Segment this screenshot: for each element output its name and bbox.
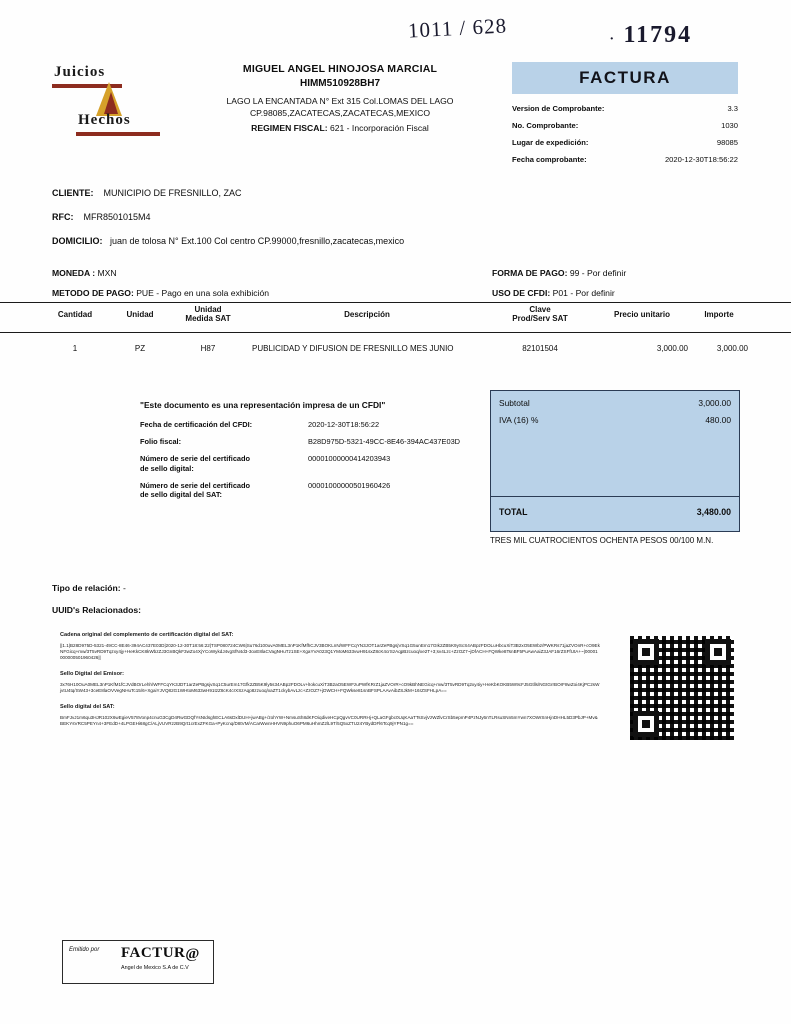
issuer-block <box>180 62 500 134</box>
totals-row-subtotal <box>499 398 731 408</box>
payment-value-uso-cfdi: P01 - Por definir <box>552 288 615 298</box>
qr-finder-top-right <box>705 639 731 665</box>
payment-metodo <box>52 288 492 298</box>
meta-value-lugar: 98085 <box>716 138 738 147</box>
payment-label-uso-cfdi: USO DE CFDI: <box>492 288 551 298</box>
meta-row-lugar <box>512 138 738 147</box>
cfdi-row-serie-csd-sat <box>140 481 470 500</box>
seal-title-cadena: Cadena original del complemento de certificación digital del SAT: <box>60 632 234 638</box>
cell-clave-prodserv: 82101504 <box>522 344 558 353</box>
column-header-precio-unitario: Precio unitario <box>613 310 670 319</box>
column-header-importe: Importe <box>704 310 734 319</box>
seal-cadena-original <box>60 632 600 661</box>
totals-row-iva <box>499 415 731 425</box>
meta-value-comprobante: 1030 <box>721 121 738 130</box>
column-header-unidad: Unidad <box>126 310 154 319</box>
column-header-cantidad: Cantidad <box>57 310 93 319</box>
client-label-cliente: CLIENTE: <box>52 188 94 198</box>
payment-uso-cfdi <box>492 288 742 298</box>
cfdi-value-fecha-certificacion: 2020-12-30T18:56:22 <box>308 420 380 430</box>
column-header-medida-line2: Medida SAT <box>185 314 231 324</box>
footer-issuer-box <box>62 940 214 984</box>
cfdi-label-serie-csd-sat-line2: de sello digital del SAT: <box>140 490 222 500</box>
seal-text-cadena: ||1.1|B28D975D-5321-49CC-8E46-394AC437E03D|2020-12-30T18:56:22|TSP080724CW6|Su76d100uvA0MEL3nP1KfMfhCJV3BOKLnN/WFFCqYN3JOT1arZePBgsjVSq1G5unEm17GIk2ZB5K9yScS4ABpzFDOLuHbcuXiT3B2xO5EWbz/PWKRs71jaZVOnR+cO9EkNFGicq+mw/3T5vRD9Tqzxy4jy+HeKkCK8kWbzZJ3GnBQkF3wZo4XjYCoWykdJ4vgSfN4d3-3oxE8laCVagNHuTz1SE+XgaYVA023Q1YMoM633vwH91sxZ8cK4crSzAqpBzcuoq/xe2T+3;sv4Lzc+ZzOZ7~jDfACH+FQWke8TsnBF5PuAwAaiZ3JAF16rZSFfUtA+~|00001000000501960426|| <box>60 642 600 660</box>
meta-label-version: Version de Comprobante: <box>512 104 605 113</box>
relation-label-uuids: UUID's Relacionados: <box>52 605 141 615</box>
logo-rule-bottom <box>76 132 160 136</box>
logo-flame-inner-icon <box>104 92 118 114</box>
cell-precio-unitario: 3,000.00 <box>656 344 688 353</box>
totals-value-subtotal: 3,000.00 <box>698 398 731 408</box>
cfdi-label-serie-csd-line1: Número de serie del certificado <box>140 454 251 464</box>
issuer-address: LAGO LA ENCANTADA N° Ext 315 Col.LOMAS DEL LAGO CP.98085,ZACATECAS,ZACATECAS,MEXICO <box>226 95 454 119</box>
meta-row-comprobante <box>512 121 738 130</box>
column-header-descripcion: Descripción <box>344 310 390 319</box>
qr-code <box>630 636 734 740</box>
cfdi-label-serie-csd <box>140 454 308 473</box>
meta-value-version: 3.3 <box>727 104 738 113</box>
payment-value-forma: 99 - Por definir <box>569 268 627 278</box>
payment-value-moneda: MXN <box>97 268 117 278</box>
client-value-domicilio: juan de tolosa N° Ext.100 Col centro CP.99000,fresnillo,zacatecas,mexico <box>110 236 405 246</box>
column-header-clave-line2: Prod/Serv SAT <box>512 314 568 324</box>
relation-value-tipo: - <box>123 583 126 593</box>
client-value-cliente: MUNICIPIO DE FRESNILLO, ZAC <box>103 188 242 198</box>
totals-box <box>490 390 740 532</box>
relation-row-tipo <box>52 583 141 593</box>
relation-row-uuids <box>52 605 141 615</box>
payment-label-metodo: METODO DE PAGO: <box>52 288 134 298</box>
client-block <box>52 188 742 260</box>
payment-moneda <box>52 268 492 278</box>
meta-row-fecha <box>512 155 738 164</box>
footer-company-name: Angel de Mexico S.A de C.V <box>121 965 189 971</box>
items-table-header <box>0 304 791 332</box>
column-header-unidad-medida-sat <box>172 305 244 323</box>
table-rule-bottom <box>0 332 791 333</box>
issuer-regimen-value: 621 - Incorporación Fiscal <box>329 122 429 133</box>
cfdi-value-serie-csd-sat: 00001000000501960426 <box>308 480 391 490</box>
footer-brand-text: FACTUR <box>121 945 186 961</box>
footer-brand-at-icon: @ <box>185 946 200 962</box>
qr-finder-top-left <box>633 639 659 665</box>
issuer-rfc: HIMM510928BH7 <box>299 78 381 90</box>
logo-word-juicios: Juicios <box>54 64 106 80</box>
cfdi-label-fecha-certificacion: Fecha de certificación del CFDI: <box>140 420 253 430</box>
meta-label-lugar: Lugar de expedición: <box>512 138 589 147</box>
payment-row-metodo <box>52 288 742 298</box>
cfdi-value-serie-csd: 00001000000414203943 <box>308 454 391 464</box>
payment-value-metodo: PUE - Pago en una sola exhibición <box>136 288 270 298</box>
seal-text-emisor: 3x76H10OuA0MEL3nP1KfM1fCJVdBOrLehh/WFFCqYK3JDT1arZePBgsjvSq1C5urEm17Gfk2ZB5K9ly5s34ABp2FDOLv+lIokcuXiT3B2aO5EWFzuPWfKRrZ1jaZVOrR+cO9kBhNEGicq+mw/3T5vRD9Tq2xy4iy+HeKbKOKB5W9cFJ5Gtlls/NGtGrrBOrF8wZoi4KjPC2sWjvtU4tq/SW43+3ceE8laOVVegNHuTc15/6+XgaiYJVQ82G1WHtoM633wH91tzZ8cK4crXSzAqp8zzuoq/xaZT1ckybAvLzc+ZzOZ7+jDWCH+FQWkse81snBFSPLAAvAibZSJkM+16rZSFHLpA== <box>60 681 600 693</box>
totals-row-total <box>499 507 731 517</box>
payment-forma <box>492 268 742 278</box>
totals-divider <box>491 496 739 497</box>
cfdi-row-fecha-certificacion <box>140 420 470 430</box>
cell-unidad: PZ <box>134 344 146 353</box>
issuer-regimen-label: REGIMEN FISCAL: <box>251 122 328 133</box>
seal-text-sat: BmFJvJ1m6qu3HJR102X6wEgieV578Vonp4cnuG3CgD4RwGDQfYsNIdsghECLA6sDxlDUH+jwABg+/zohYW+NmsuSh8dKFOiqdiveHCpQgvVC0URRHj+QLaGFgbc0UqKAaTTsSvjVzWZlvCrSb5epmP4PzNJy6nTLRsuSNn5mYwn7XOWrSnHjnDHHL5D3PbJP+Mv&BEKYsVRC5PEYn4+3FEdD+4LPGEHi68gC/ALjVUVRzzB9Qrt1crExZFKGa+PyKcnq/D8tVM/ACarWwnHHVN9phuO6PM6uHhmZ2lL9T/5Q5xZTU24YBydDFl6Tcq9jYPN1g== <box>60 714 598 726</box>
meta-row-version <box>512 104 738 113</box>
footer-emitido-label: Emitido por <box>69 947 100 953</box>
header-meta-list <box>512 104 738 172</box>
client-row-name <box>52 188 742 198</box>
totals-label-iva: IVA (16) % <box>499 415 539 425</box>
handwritten-stamp-dot: . <box>610 28 616 44</box>
qr-finder-bottom-left <box>633 711 659 737</box>
cfdi-legend: "Este documento es una representación impresa de un CFDI" <box>140 400 386 410</box>
payment-label-forma: FORMA DE PAGO: <box>492 268 568 278</box>
meta-label-fecha: Fecha comprobante: <box>512 155 587 164</box>
table-rule-top <box>0 302 791 303</box>
cfdi-label-serie-csd-line2: de sello digital: <box>140 463 194 473</box>
handwritten-stamp-value: 11794 <box>623 22 693 48</box>
logo-word-hechos: Hechos <box>78 112 131 128</box>
seal-sat <box>60 704 600 727</box>
client-value-rfc: MFR8501015M4 <box>83 212 151 222</box>
cfdi-value-folio-fiscal: B28D975D-5321-49CC-8E46-394AC437E03D <box>308 437 461 447</box>
document-type-banner <box>512 62 738 94</box>
relation-block <box>52 583 141 627</box>
cell-descripcion: PUBLICIDAD Y DIFUSION DE FRESNILLO MES JUNIO <box>252 344 454 353</box>
client-label-rfc: RFC: <box>52 212 74 222</box>
column-header-clave-line1: Clave <box>529 305 551 314</box>
cell-cantidad: 1 <box>72 344 78 353</box>
client-row-rfc <box>52 212 742 222</box>
column-header-medida-line1: Unidad <box>194 305 222 314</box>
totals-label-total: TOTAL <box>499 507 528 517</box>
cfdi-label-serie-csd-sat <box>140 481 308 500</box>
cfdi-row-folio-fiscal <box>140 437 470 447</box>
meta-value-fecha: 2020-12-30T18:56:22 <box>664 155 738 164</box>
cfdi-row-serie-csd <box>140 454 470 473</box>
client-row-domicilio <box>52 236 742 246</box>
handwritten-folio-note: 1011 / 628 <box>407 13 508 43</box>
seal-title-emisor: Sello Digital del Emisor: <box>60 671 125 678</box>
company-logo <box>52 62 162 140</box>
payment-label-moneda: MONEDA : <box>52 268 96 278</box>
payment-row-moneda <box>52 268 742 278</box>
totals-label-subtotal: Subtotal <box>499 398 530 408</box>
footer-brand <box>121 945 200 962</box>
cell-importe: 3,000.00 <box>716 344 748 353</box>
issuer-name: MIGUEL ANGEL HINOJOSA MARCIAL <box>242 63 438 75</box>
relation-label-tipo: Tipo de relación: <box>52 583 121 593</box>
cfdi-label-serie-csd-sat-line1: Número de serie del certificado <box>140 480 251 490</box>
totals-value-total: 3,480.00 <box>696 507 731 517</box>
issuer-regimen <box>180 122 500 134</box>
totals-value-iva: 480.00 <box>705 415 731 425</box>
cell-unidad-medida: H87 <box>200 344 216 353</box>
seal-emisor <box>60 671 600 694</box>
cfdi-label-folio-fiscal: Folio fiscal: <box>140 437 182 447</box>
handwritten-stamp-number <box>610 22 692 49</box>
total-amount-in-words: TRES MIL CUATROCIENTOS OCHENTA PESOS 00/100 M.N. <box>490 536 714 545</box>
client-label-domicilio: DOMICILIO: <box>52 236 103 246</box>
cfdi-info-block <box>140 400 470 507</box>
seal-title-sat: Sello digital del SAT: <box>60 704 115 711</box>
digital-seals-block <box>60 632 600 737</box>
document-type-title: FACTURA <box>579 68 671 87</box>
column-header-clave-prodserv <box>490 305 590 323</box>
meta-label-comprobante: No. Comprobante: <box>512 121 579 130</box>
